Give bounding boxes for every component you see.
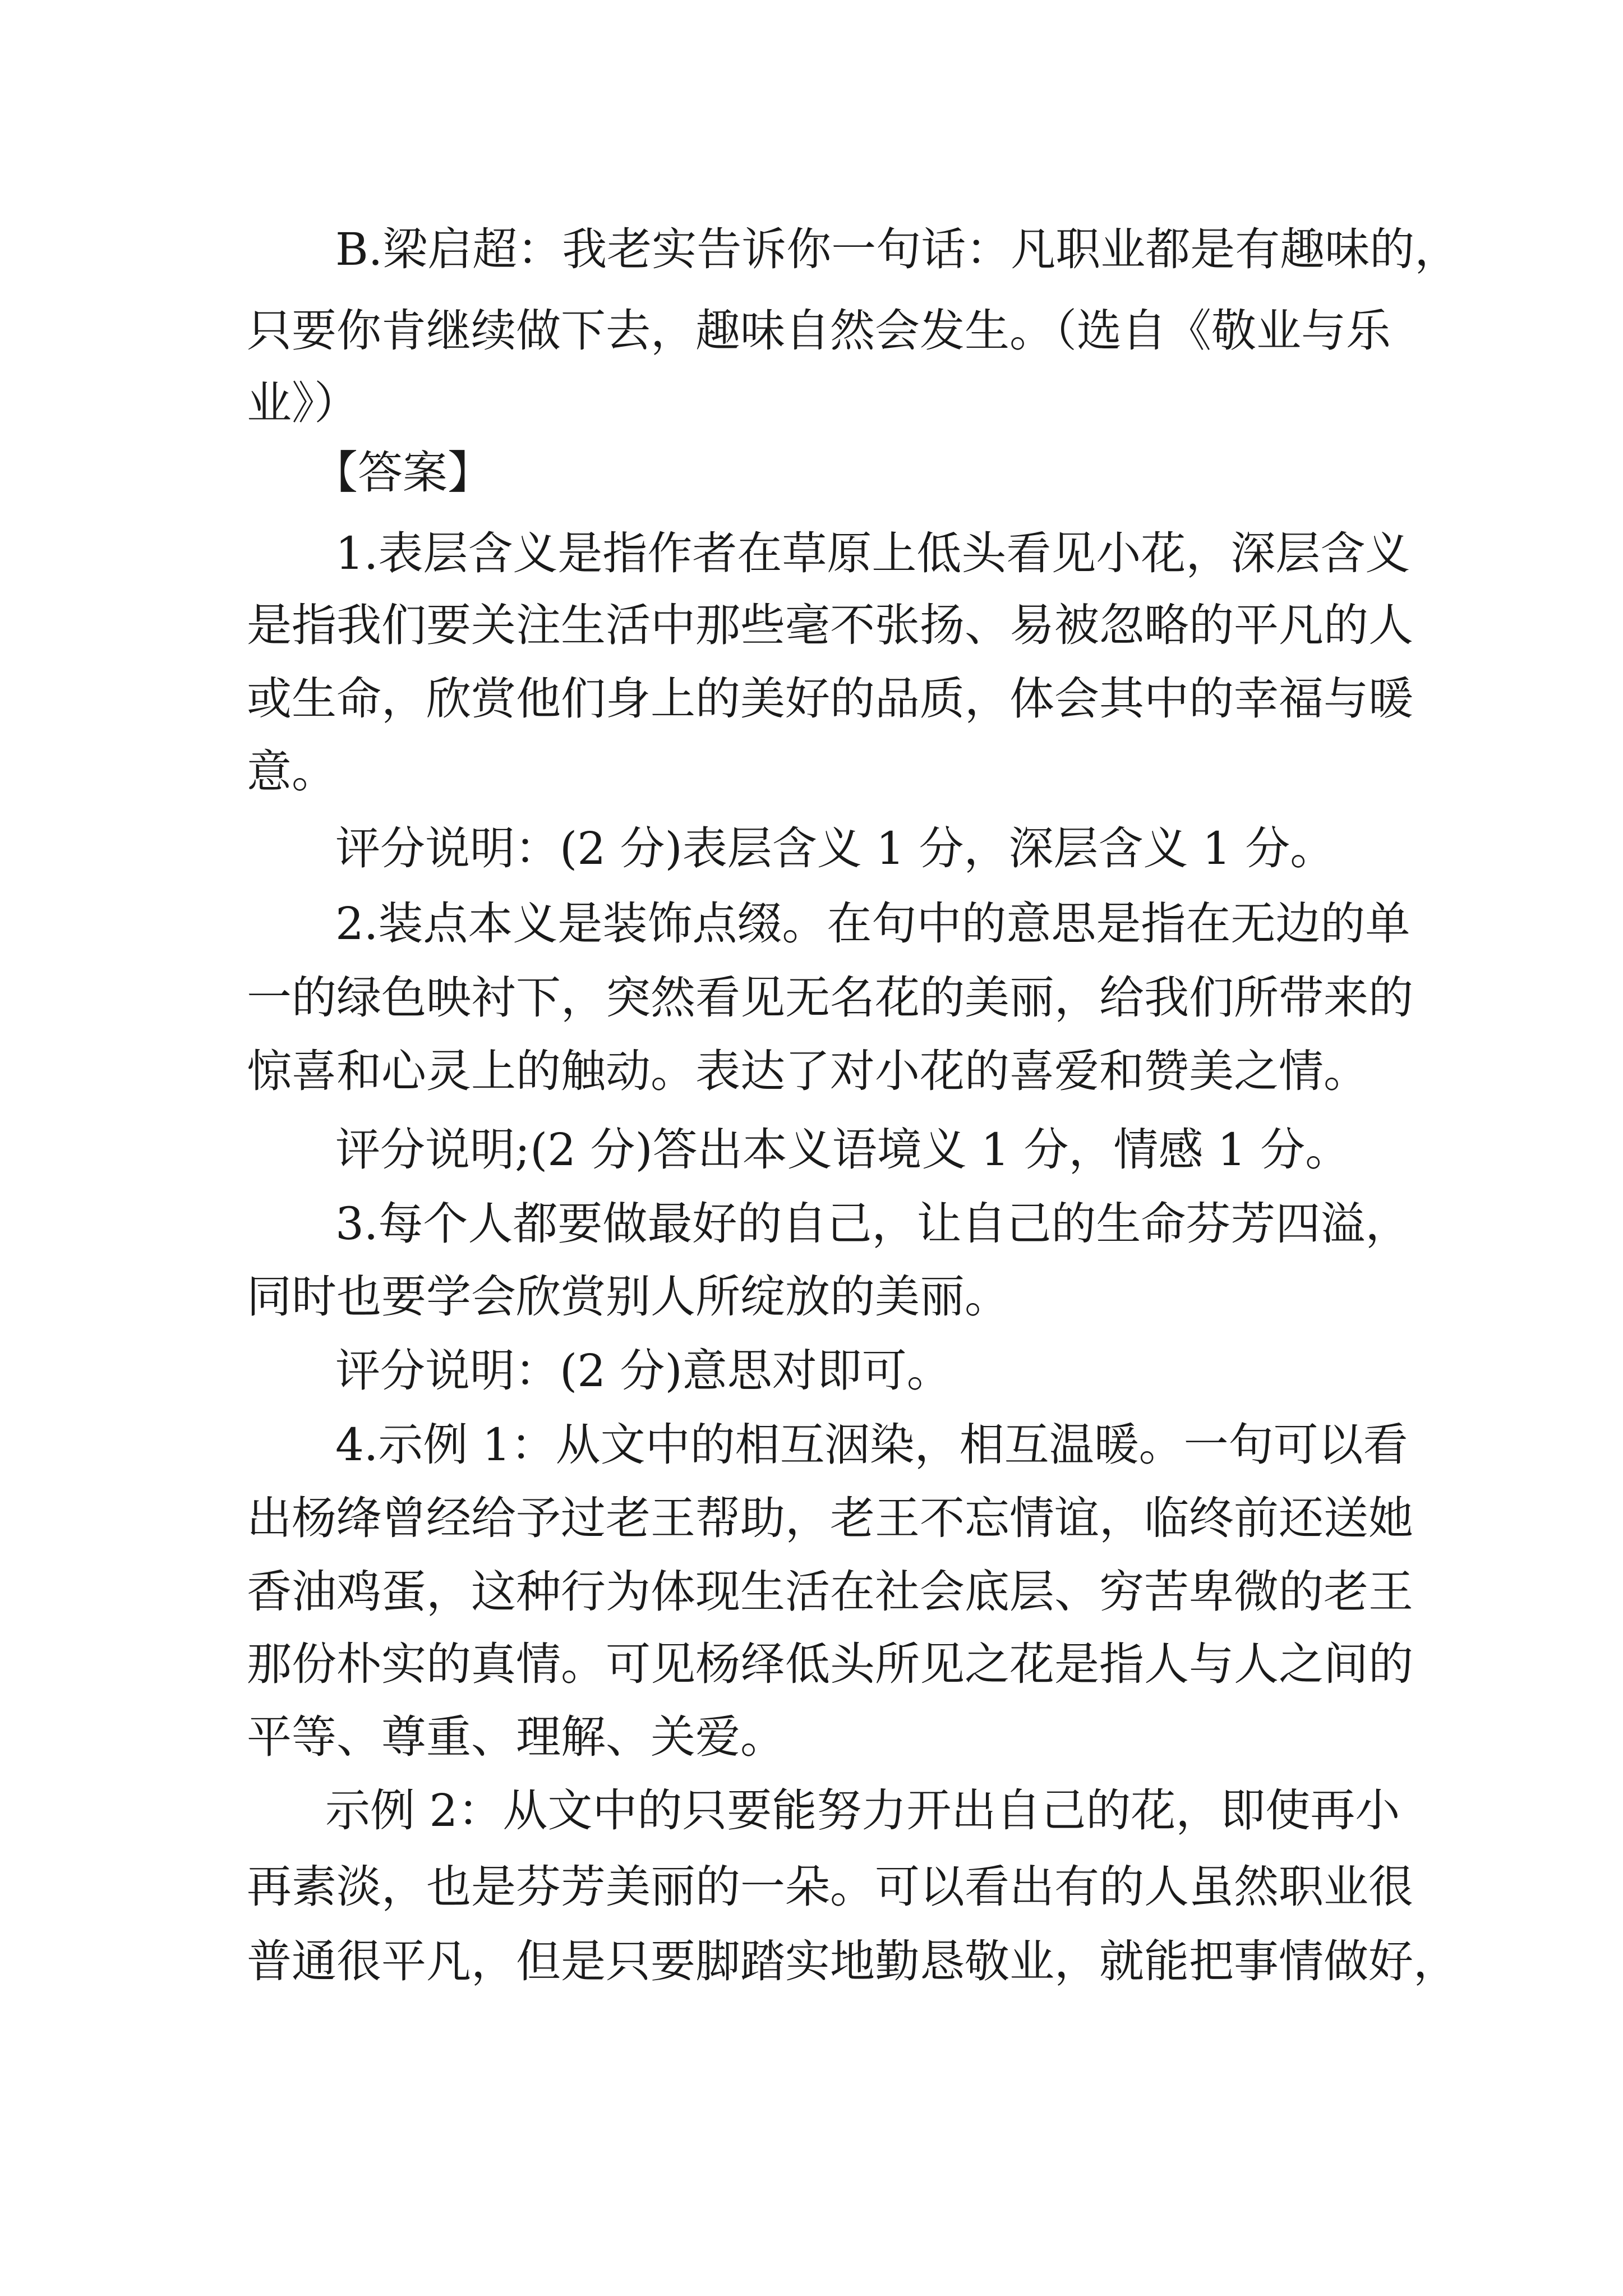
- answer-1-line-1: 1.表层含义是指作者在草原上低头看见小花，深层含义: [335, 527, 1410, 579]
- answer-4-example-1-line-5: 平等、尊重、理解、关爱。: [247, 1711, 785, 1763]
- scoring-note-2: 评分说明;(2 分)答出本义语境义 1 分，情感 1 分。: [335, 1124, 1350, 1176]
- answer-4-example-1-line-1: 4.示例 1：从文中的相互洇染，相互温暖。一句可以看: [335, 1419, 1408, 1471]
- answer-2-line-1: 2.装点本义是装饰点缀。在句中的意思是指在无边的单: [335, 898, 1410, 950]
- answer-4-example-1-line-2: 出杨绛曾经给予过老王帮助，老王不忘情谊，临终前还送她: [247, 1492, 1413, 1544]
- answer-heading: 【答案】: [313, 447, 492, 499]
- answer-4-example-2-line-2: 再素淡，也是芬芳美丽的一朵。可以看出有的人虽然职业很: [247, 1861, 1413, 1913]
- scoring-note-1: 评分说明：(2 分)表层含义 1 分，深层含义 1 分。: [335, 822, 1335, 875]
- answer-1-line-3: 或生命，欣赏他们身上的美好的品质，体会其中的幸福与暖: [247, 673, 1413, 725]
- answer-2-line-2: 一的绿色映衬下，突然看见无名花的美丽，给我们所带来的: [247, 972, 1413, 1024]
- quote-liang-qichao-line-1: B.梁启超：我老实告诉你一句话：凡职业都是有趣味的，: [335, 223, 1460, 275]
- answer-3-line-2: 同时也要学会欣赏别人所绽放的美丽。: [247, 1271, 1009, 1323]
- answer-4-example-2-line-1: 示例 2：从文中的只要能努力开出自己的花，即使再小: [325, 1784, 1400, 1837]
- answer-1-line-4: 意。: [247, 746, 336, 798]
- answer-4-example-2-line-3: 普通很平凡，但是只要脚踏实地勤恳敬业，就能把事情做好，: [247, 1935, 1458, 1987]
- answer-2-line-3: 惊喜和心灵上的触动。表达了对小花的喜爱和赞美之情。: [247, 1045, 1368, 1097]
- quote-liang-qichao-line-2: 只要你肯继续做下去，趣味自然会发生。（选自《敬业与乐: [247, 305, 1391, 357]
- answer-3-line-1: 3.每个人都要做最好的自己，让自己的生命芬芳四溢，: [335, 1198, 1410, 1250]
- answer-1-line-2: 是指我们要关注生活中那些毫不张扬、易被忽略的平凡的人: [247, 599, 1413, 651]
- quote-liang-qichao-line-3: 业》）: [247, 377, 359, 429]
- scoring-note-3: 评分说明：(2 分)意思对即可。: [335, 1345, 952, 1397]
- answer-4-example-1-line-4: 那份朴实的真情。可见杨绎低头所见之花是指人与人之间的: [247, 1638, 1413, 1690]
- answer-4-example-1-line-3: 香油鸡蛋，这种行为体现生活在社会底层、穷苦卑微的老王: [247, 1566, 1413, 1618]
